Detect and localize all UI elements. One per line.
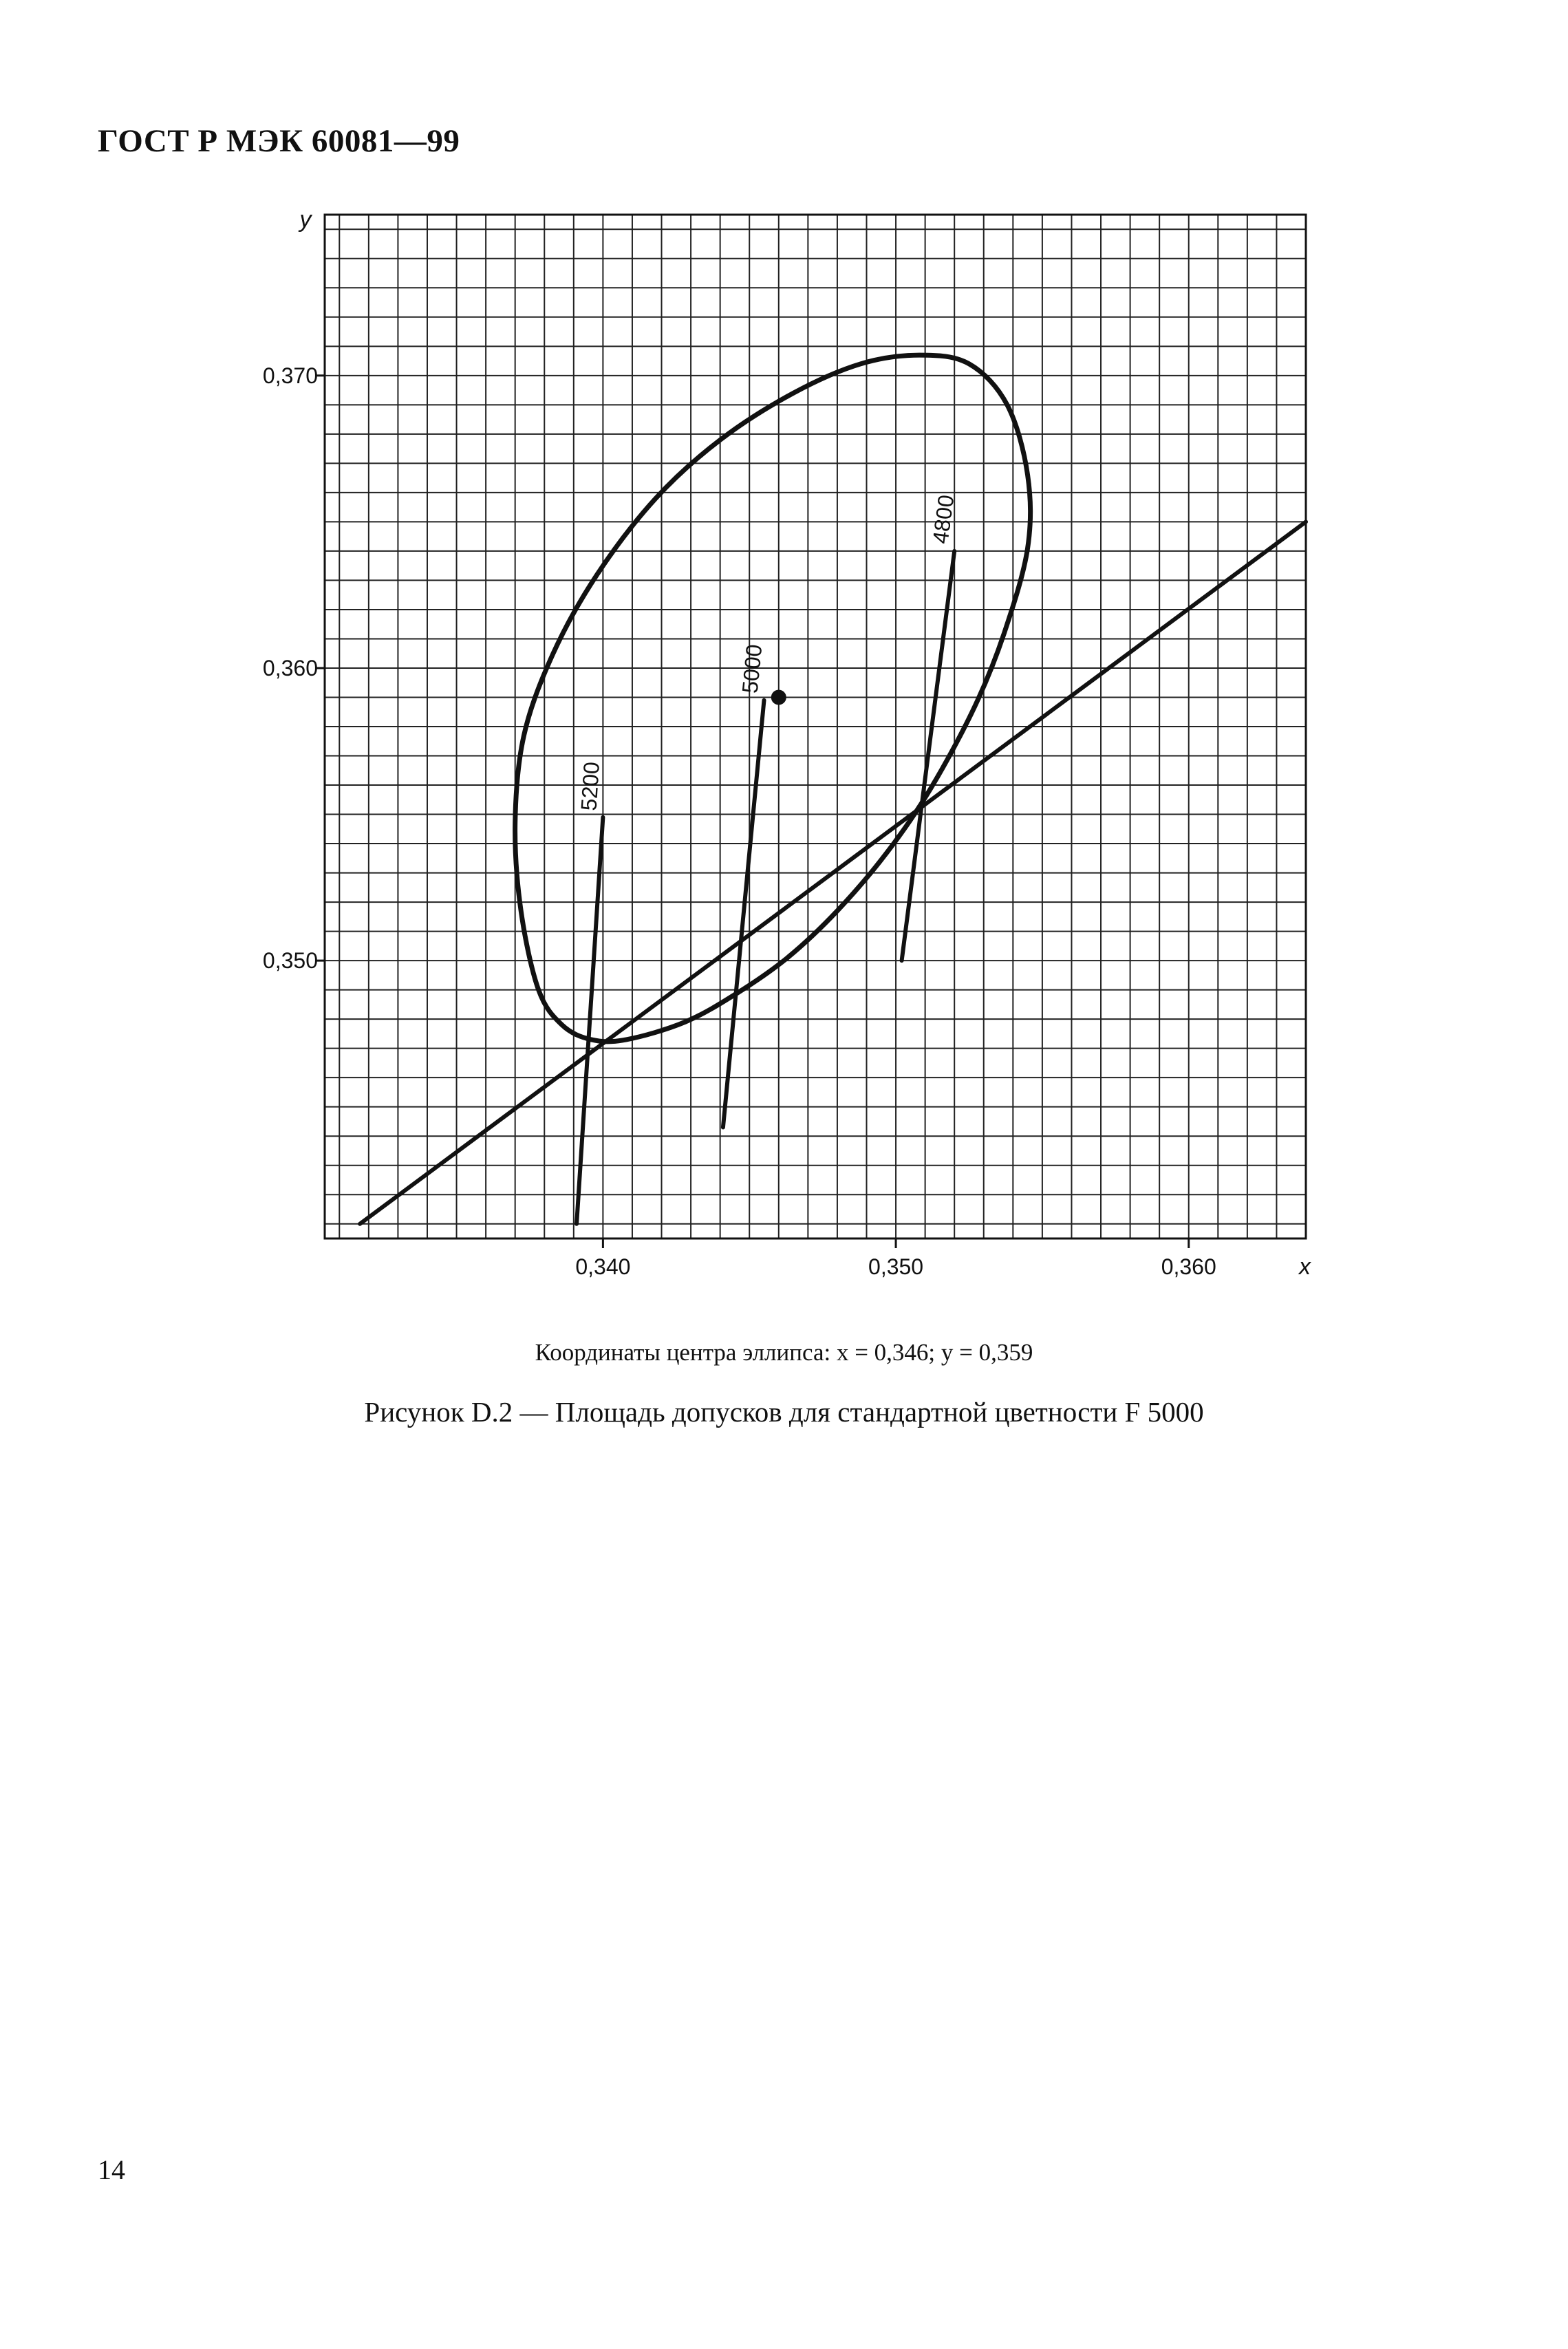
y-tick-label: 0,360 (262, 655, 318, 680)
y-axis-label: y (299, 206, 312, 233)
y-tick-label: 0,350 (262, 948, 318, 974)
ellipse-center-point (771, 689, 786, 705)
isotherm-label-4800: 4800 (927, 493, 959, 546)
figure-caption: Рисунок D.2 — Площадь допусков для стандартной цветности F 5000 (364, 1396, 1204, 1428)
x-axis-label: x (1299, 1254, 1311, 1280)
grid (325, 215, 1306, 1238)
tick-labels (263, 206, 1311, 1280)
isotherm-line-5200 (577, 817, 603, 1224)
y-tick-label: 0,370 (262, 363, 318, 388)
isotherm-line-5000 (723, 700, 764, 1128)
isotherm-label-5000: 5000 (737, 643, 767, 695)
page-number: 14 (98, 2154, 125, 2185)
ellipse-center-note: Координаты центра эллипса: x = 0,346; y = 0,359 (535, 1339, 1033, 1366)
x-tick-label: 0,340 (575, 1254, 631, 1279)
annotations (576, 493, 958, 811)
curves (360, 355, 1306, 1224)
document-header: ГОСТ Р МЭК 60081—99 (98, 123, 460, 159)
x-tick-label: 0,360 (1161, 1254, 1216, 1279)
isotherm-label-5200: 5200 (576, 761, 605, 812)
x-tick-label: 0,350 (868, 1254, 924, 1279)
